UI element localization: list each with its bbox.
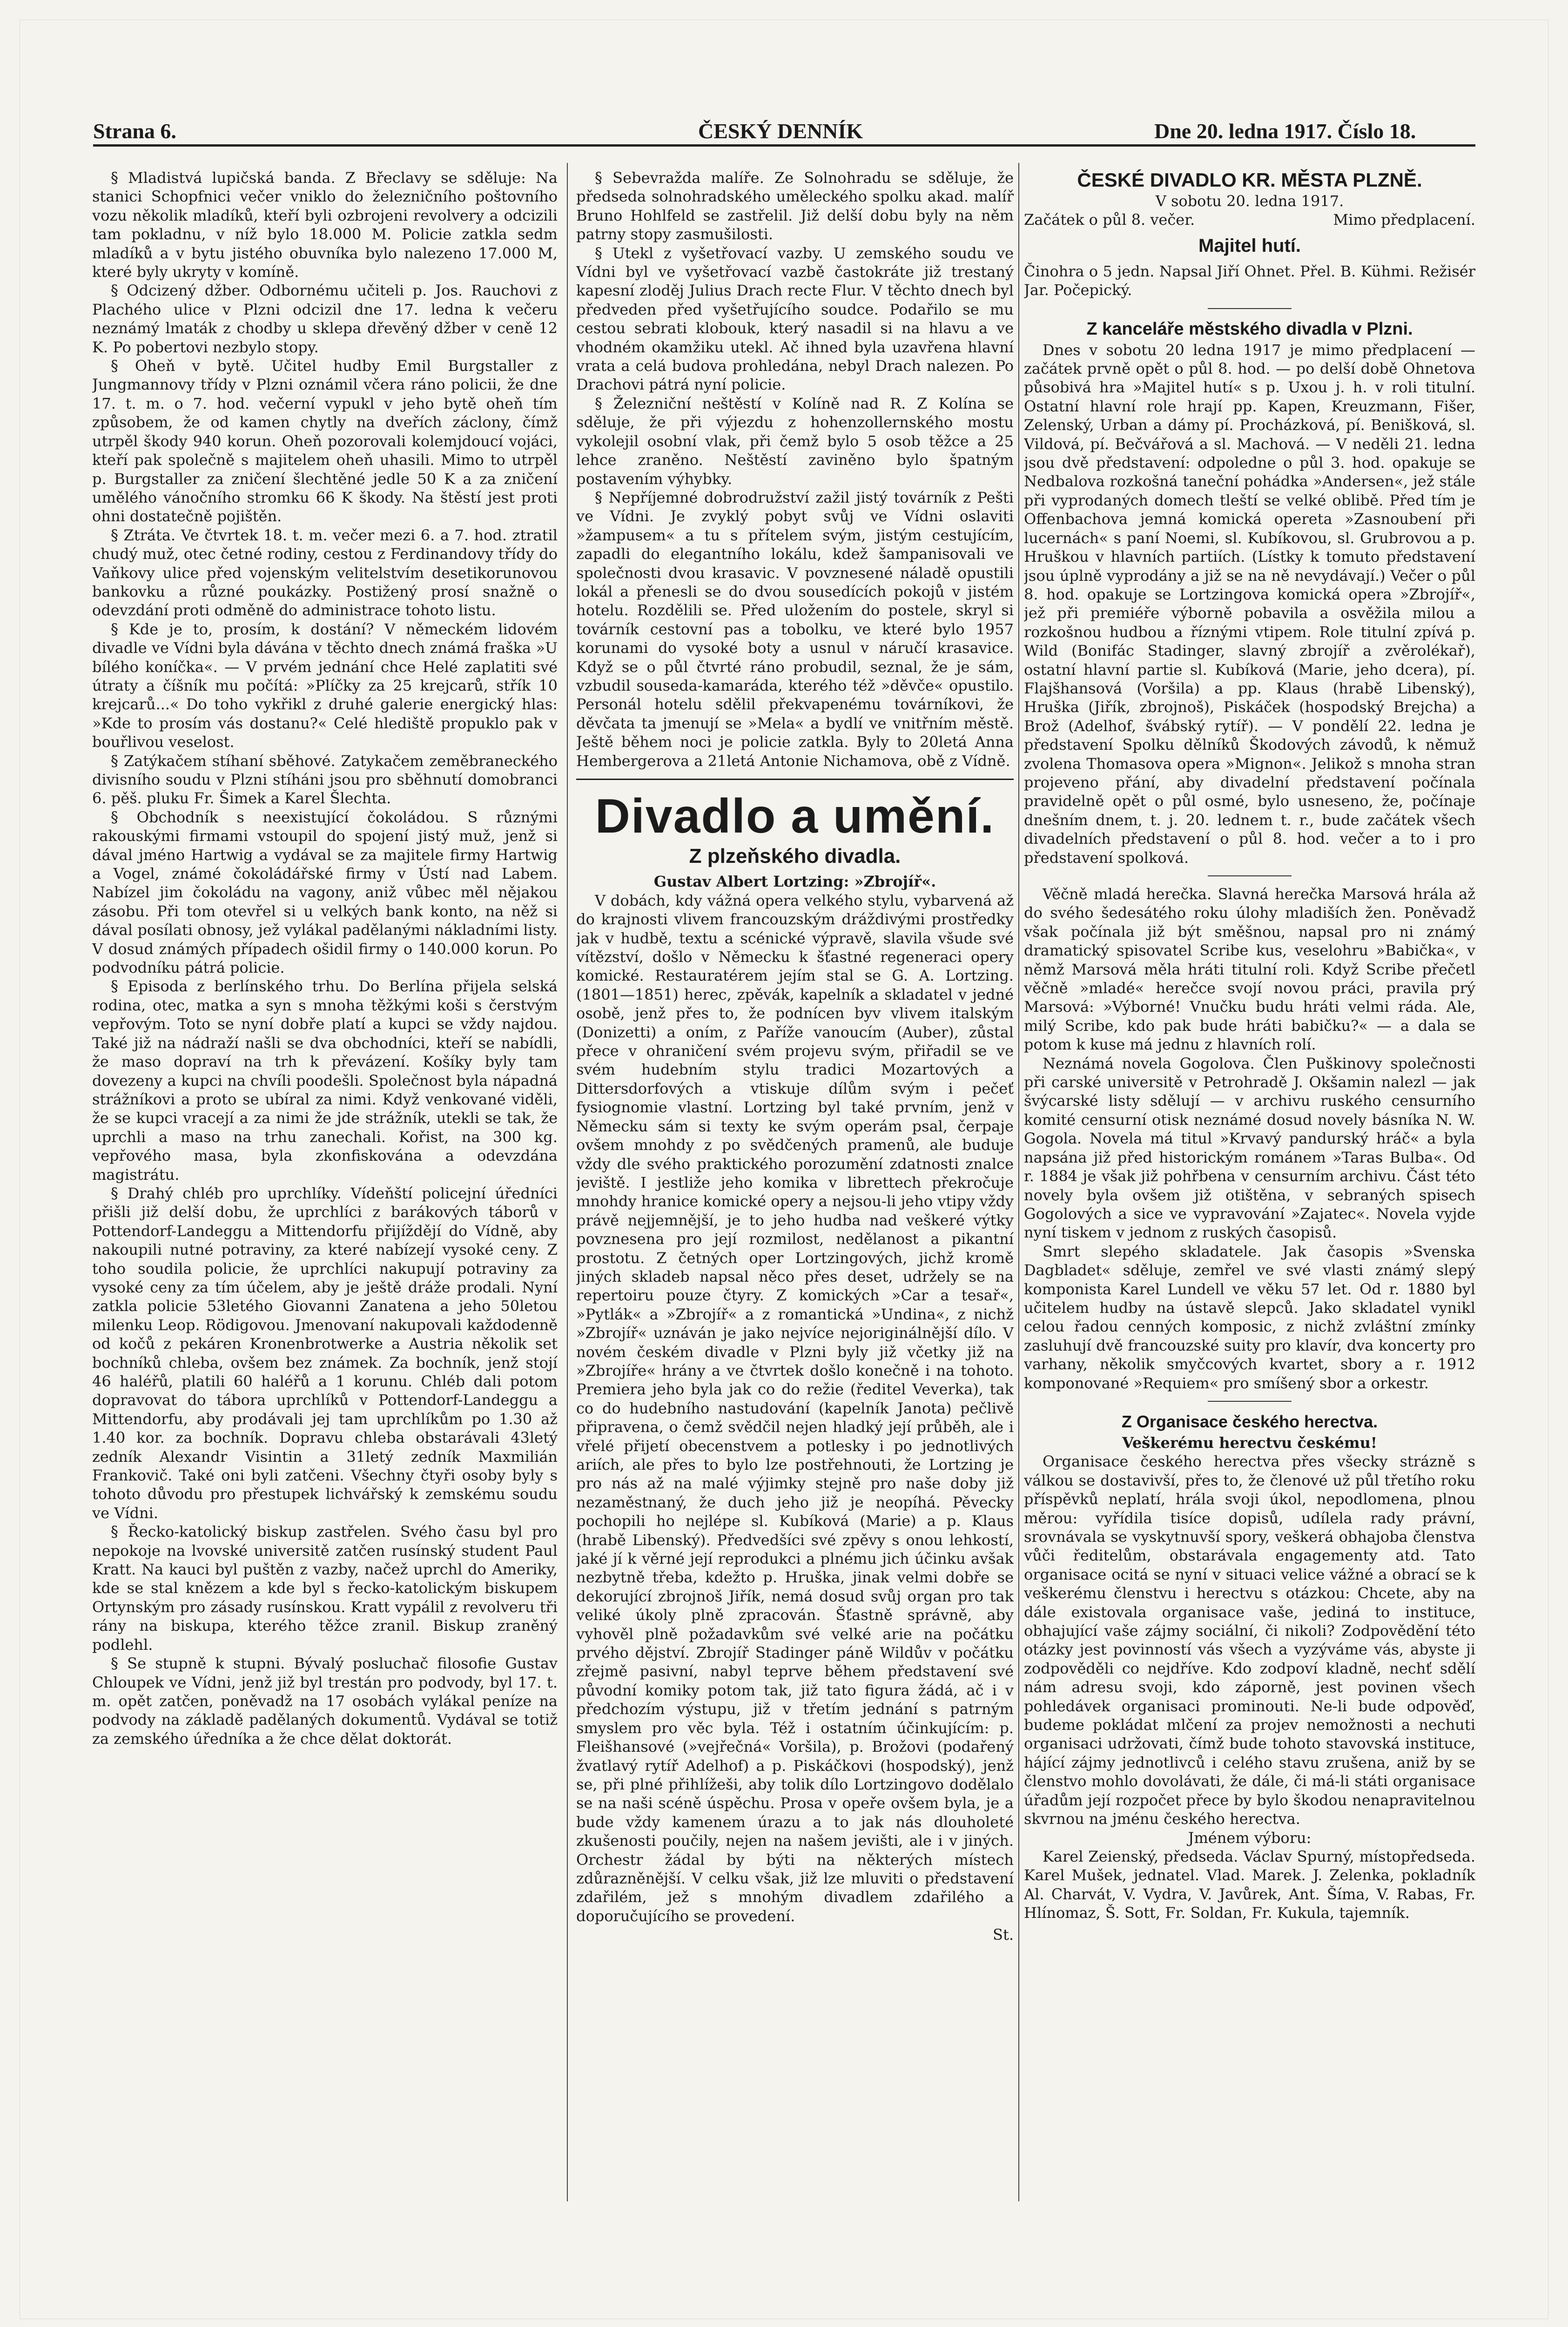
org-title: Z Organisace českého herectva. (1121, 1412, 1378, 1431)
theatre-title: ČESKÉ DIVADLO KR. MĚSTA PLZNĚ. (1077, 169, 1422, 191)
chancellery-text: Dnes v sobotu 20 ledna 1917 je mimo předplacení — začátek prvně opět o půl 8. hod. — po delší době Ohnetova působivá hra »Majitel hutí« s p. Uxou j. h. v roli titulní. Ostatní hlavní role hrají pp. Kapen, Kreuzmann, Fišer, Zelenský, Urban a dámy pí. Procházková, pí. Benišková, sl. Vildová, pí. Bečvářová a sl. Machová. — V neděli 21. ledna jsou dvě představení: odpoledne o půl 3. hod. opakuje se Nedbalova rozkošná taneční pohádka »Andersen«, jež stále při vyprodaných domech tleští se velké oblibě. Před tím je Offenbachova jemná komická opereta »Zasnoubení při lucernách« s paní Noemi, sl. Kubíkovou, sl. Grubrovou a p. Hruškou v hlavních partiích. (Lístky k tomuto představení jsou úplně vyprodány a již se na ně nevydávají.) Večer o půl 8. hod. opakuje se Lortzingova komická opera »Zbrojíř«, jež při premiéře výborně pobavila a osvěžila milou a rozkošnou hudbou a říznými vtipem. Role titulní zpívá p. Wild (Bonifác Stadinger, slavný zbrojíř a zvěrolékař), ostatní hlavní partie sl. Kubíková (Marie, jeho dcera), pí. Flajšhansová (Voršila) a pp. Klaus (hrabě Libenský), Hruška (Jiřík, zbrojnoš), Piskáček (hospodský Brejcha) a Brož (Adelhof, švábský rytíř). — V pondělí 22. ledna je představení Spolku dělníků Škodových závodů, k němuž zvolena Thomasova opera »Mignon«. Jelikož s mnoha stran projeveno přání, aby divadelní představení počínala pravidelně opět o půl osmé, bylo usneseno, že, počínaje dnešním dnem, t. j. 20. lednem t. r., bude začátek všech divadelních představení o půl 8. hod. večer a to i pro představení spolková. (1024, 341, 1475, 867)
theatre-date: V sobotu 20. ledna 1917. (1155, 192, 1344, 210)
news-item: § Obchodník s neexistující čokoládou. S různými rakouskými firmami vstoupil do spojení jistý muž, jenž si dával jméno Hartwig a vydával se za majitele firmy Hartwig a Vogel, známé čokoládářské firmy v Ústí nad Labem. Nabízel jim čokoládu na vagony, aniž vůbec měl nějakou zásobu. Při tom otevřel si u velkých bank konto, na něž si dával posílati obnosy, jež vylákal padělanými nákladními listy. V dosud známých případech ošidil firmy o 140.000 korun. Po podvodníku pátrá policie. (92, 808, 558, 977)
divider (1208, 308, 1292, 309)
header-page-number: Strana 6. (93, 119, 176, 143)
news-item: § Řecko-katolický biskup zastřelen. Svého času byl pro nepokoje na lvovské universitě zatčen rusínský student Paul Kratt. Na kauci byl puštěn z vazby, načež uprchl do Ameriky, kde se stal knězem a kde byl s řecko-katolickým biskupem Ortynským pro zásady rusínskou. Kratt vypálil z revolveru tři rány na biskupa, kterého těžce zranil. Biskup zraněný podlehl. (92, 1523, 558, 1654)
org-subtitle: Veškerému herectvu českému! (1122, 1433, 1377, 1452)
column-2 (576, 168, 1014, 2198)
play-description: Činohra o 5 jedn. Napsal Jiří Ohnet. Přel. B. Kühmi. Režisér Jar. Počepický. (1024, 262, 1475, 299)
theatre-subscription: Mimo předplacení. (1333, 211, 1475, 229)
culture-note: Neznámá novela Gogolova. Člen Puškinovy společnosti při carské universitě v Petrohradě J. Okšamin nalezl — jak švýcarské listy sdělují — v archivu ruského censurního komité censurní otisk neznámé dosud novely básníka N. W. Gogola. Novela má titul »Krvavý pandurský hráč« a byla napsána již před historickým románem »Taras Bulba«. Od r. 1884 je však již pohřbena v censurním archivu. Část této novely byla ovšem již otištěna, v sebraných spisech Gogolových a sice ve vypravování »Zajatec«. Novela vyjde nyní tiskem v jednom z ruských časopisů. (1024, 1054, 1475, 1242)
org-names: Karel Zeienský, předseda. Václav Spurný, místopředseda. Karel Mušek, jednatel. Vlad. Marek. J. Zelenka, pokladník Al. Charvát, V. Vydra, V. Javůrek, Ant. Šíma, V. Rabas, Fr. Hlínomaz, Š. Sott, Fr. Soldan, Fr. Kukula, tajemník. (1024, 1847, 1475, 1922)
news-item: § Se stupně k stupni. Bývalý posluchač filosofie Gustav Chloupek ve Vídni, jenž již byl trestán pro podvody, byl 17. t. m. opět zatčen, poněvadž na 17 osobách vylákal peníze na podvody na základě padělaných dokumentů. Vydával se totiž za zemského úředníka a že chce dělat doktorát. (92, 1654, 558, 1748)
section-title: Divadlo a umění. (595, 789, 995, 843)
culture-note: Smrt slepého skladatele. Jak časopis »Svenska Dagbladet« sděluje, zemřel ve své vlasti známý slepý komponista Karel Lundell ve věku 57 let. Od r. 1880 byl učitelem hudby na ústavě slepců. Jako skladatel vynikl celou řadou cenných komposic, z nichž zvláštní zmínky zasluhují dvě francouzské suity pro klavír, dva koncerty pro varhany, několik smyčcových kvartet, sbory a r. 1912 komponované »Requiem« pro smíšený sbor a orkestr. (1024, 1242, 1475, 1392)
column-1 (92, 168, 558, 2146)
column-divider-1 (567, 163, 568, 2201)
news-item: § Sebevražda malíře. Ze Solnohradu se sděluje, že předseda solnohradského uměleckého spolku akad. malíř Bruno Hohlfeld se zastřelil. Již delší dobu byly na něm patrny stopy zasmušilosti. (576, 169, 1014, 243)
news-item: § Episoda z berlínského trhu. Do Berlína přijela selská rodina, otec, matka a syn s mnoha těžkými koši s čerstvým vepřovým. Toto se nyní dobře platí a kupci se vždy najdou. Také již na nádraží našli se dva obchodníci, kteří se nabídli, že maso dopraví na trh k převázení. Košíky byly tam dovezeny a kupci na chvíli poodešli. Společnost byla nápadná strážníkovi a proto se ubíral za nimi. Když venkované viděli, že se kupci vracejí a za nimi že jde strážník, utekli se tak, že uprchli a maso na trhu zanechali. Kořist, na 300 kg. vepřového masa, byla zkonfiskována a odevzdána magistrátu. (92, 977, 558, 1184)
org-text: Organisace českého herectva přes všecky strázně s válkou se dostavivší, přes to, že členové už půl třetího roku příspěvků neplatí, hrála svoji úkol, nepodlomena, plnou měrou: vyřídila tisíce dopisů, udílela rady právní, srovnávala se vyskytnuvší spory, veškerá obhajoba členstva vůči ředitelům, obstarávala engagementy atd. Tato organisace ocitá se nyní v situaci velice vážné a obrací se k veškerému členstvu i herectvu s otázkou: Chcete, aby na dále existovala organisace vaše, jediná to instituce, obhajující vaše zájmy sociální, či nikoli? Zodpovědění této otázky jest povinností vás všech a vyzýváme vás, abyste ji zodpověděli co nejdříve. Kdo zodpoví kladně, nechť sdělí nám adresu svoji, kdo záporně, jest povinen všech pohledávek organisaci prominouti. Ne-li bude odpověď, budeme pokládat mlčení za projev nemožnosti a nechuti organisaci udržovati, čímž bude tohoto stavovská instituce, hájící zájmy jednotlivců i celého stavu zrušena, aniž by se členstvo mohlo dovolávati, že dále, či má-li státi organisace úřadům její rozpočet přece by bylo škodou nenapravitelnou skvrnou na jménu českého herectva. (1024, 1453, 1475, 1828)
header-date-issue: Dne 20. ledna 1917. Číslo 18. (1154, 119, 1416, 143)
section-rule (576, 779, 1014, 780)
header-rule (93, 144, 1475, 147)
theatre-start-time: Začátek o půl 8. večer. (1024, 211, 1195, 229)
article-title: Gustav Albert Lortzing: »Zbrojíř«. (653, 873, 936, 891)
play-title: Majitel hutí. (1198, 235, 1301, 256)
divider (1208, 875, 1292, 876)
news-item: § Oheň v bytě. Učitel hudby Emil Burgstaller z Jungmannovy třídy v Plzni oznámil včera ráno policii, že dne 17. t. m. o 7. hod. večerní vypukl v jeho bytě oheň tím způsobem, že od kamen chytly na dveřích záclony, čímž utrpěl škody 940 korun. Oheň pozorovali kolemjdoucí vojáci, kteří pak společně s majitelem oheň uhasili. Mimo to utrpěl p. Burgstaller za zničení šlechtěné jedle 50 K a za zničení umělého vánočního stromku 66 K škody. Na štěstí jest proti ohni dostatečně pojištěn. (92, 357, 558, 525)
chancellery-title: Z kanceláře městského divadla v Plzni. (1086, 319, 1413, 339)
article-signature: St. (993, 1926, 1014, 1944)
org-committee: Jménem výboru: (1188, 1829, 1312, 1847)
news-item: § Odcizený džber. Odbornému učiteli p. Jos. Rauchovi z Plachého ulice v Plzni odcizil dne 17. ledna k večeru neznámý lmaták z chodby u sklepa dřevěný džber v ceně 12 K. Po pobertovi nezbylo stopy. (92, 282, 558, 356)
section-subtitle: Z plzeňského divadla. (689, 845, 901, 868)
theatre-start-line (1024, 210, 1475, 229)
news-item: § Kde je to, prosím, k dostání? V německém lidovém divadle ve Vídni byla dávána v těchto dnech známá fraška »U bílého koníčka«. — V prvém jednání chce Helé zaplatiti své útraty a číšník mu počítá: »Plíčky za 25 krejcarů, střík 10 krejcarů...« Do toho vykřikl z druhé galerie energický hlas: »Kde to prosím vás dostanu?« Celé hlediště propuklo pak v bouřlivou veselost. (92, 620, 558, 751)
column-divider-2 (1018, 163, 1019, 2201)
news-item: § Utekl z vyšetřovací vazby. U zemského soudu ve Vídni byl ve vyšetřovací vazbě častokráte již trestaný kapesní zloděj Julius Drach recte Flur. V těchto dnech byl předveden před vyšetřujícího soudce. Podařilo se mu cestou sebrati klobouk, který nasadil si na hlavu a ve vhodném okamžiku utekl. Ač ihned byla uzavřena hlavní vrata a celá budova prohledána, nebyl Drach nalezen. Po Drachovi pátrá nyní policie. (576, 244, 1014, 394)
news-item: § Nepříjemné dobrodružství zažil jistý továrník z Pešti ve Vídni. Je zvyklý pobyt svůj ve Vídni oslaviti »žampusem« a tu s přítelem svým, jistým cestujícím, zapadli do elegantního lokálu, kdež šampanisovali ve společnosti dvou krasavic. V povznesené náladě opustili lokál a přenesli se do dvou sousedících pokojů v jistém hotelu. Rozdělili se. Před uložením do postele, skryl si továrník cestovní pas a tobolku, ve které bylo 1957 korunami do vysoké boty a usnul v náručí krasavice. Když se o půl čtvrté ráno probudil, seznal, že je sám, vzbudil souseda-kamaráda, kterého též »děvče« opustilo. Personál hotelu sdělil překvapenému továrníkovi, že děvčata ta jmenují se »Mela« a bydlí ve vnitřním městě. Ještě během noci je policie zatkla. Byly to 20letá Anna Hembergerova a 21letá Antonie Nichamova, obě z Vídně. (576, 488, 1014, 770)
page-header (93, 119, 1475, 147)
header-masthead: ČESKÝ DENNÍK (698, 119, 863, 143)
news-item: § Mladistvá lupičská banda. Z Břeclavy se sděluje: Na stanici Schopfnici večer vniklo do železničního poštovního vozu několik mladíků, kteří byli ozbrojeni revolvery a odcizili tam pokladnu, v níž bylo 18.000 M. Policie zatkla sedm mladíků a v bytu jistého obuvníka bylo nalezeno 17.000 M, které byly ukryty v komíně. (92, 169, 558, 281)
news-item: § Drahý chléb pro uprchlíky. Vídeňští policejní úředníci přišli již delší dobu, že uprchlíci z barákových táborů v Pottendorf-Landeggu a Mittendorfu přijíždějí do Vídně, aby nakoupili nutné potraviny, za které nabízejí vysoké ceny. Z toho soudila policie, že uprchlíci nakupují potraviny za vysoké ceny za tím účelem, aby je ještě dráže prodali. Nyní zatkla policie 53letého Giovanni Zanatena a jeho 50letou milenku Leop. Rödigovou. Jmenovaní nakupovali každodenně od kočů z pekáren Kronenbrotwerke a Austria několik set bochníků chleba, ovšem bez známek. Za bochník, jenž stojí 46 haléřů, platili 60 haléřů a 1 korunu. Chléb dali potom dopravovat do tábora uprchlíků v Pottendorf-Landeggu a Mittendorfu, aby prodávali jej tam uprchlíkům po 1.30 až 1.40 kor. za bochník. Dopravu chleba obstarávali 43letý zedník Alexandr Visintin a 31letý zedník Maxmilián Frankovič. Také oni byli zatčeni. Všechny čtyři osoby byly s tohoto důvodu pro přestupek lichvářský k zemskému soudu ve Vídni. (92, 1184, 558, 1522)
divider (1208, 1401, 1292, 1402)
news-item: § Železniční neštěstí v Kolíně nad R. Z Kolína se sděluje, že při výjezdu z hohenzollernského mostu vykolejil osobní vlak, při čemž bylo 5 osob těžce a 25 lehce zraněno. Neštěstí zaviněno bylo špatným postavením výhybky. (576, 394, 1014, 488)
news-item: § Ztráta. Ve čtvrtek 18. t. m. večer mezi 6. a 7. hod. ztratil chudý muž, otec četné rodiny, cestou z Ferdinandovy třídy do Vaňkovy ulice před vojenským velitelstvím desetikorunovou bankovku a různé poukázky. Postižený prosí snažně o odevzdání proti odměně do administrace tohoto listu. (92, 526, 558, 619)
column-3 (1024, 168, 1475, 2179)
culture-note: Věčně mladá herečka. Slavná herečka Marsová hrála až do svého šedesátého roku úlohy mladiších žen. Poněvadž však počínala již být směšnou, napsal pro ni známý dramatický spisovatel Scribe kus, veselohru »Babička«, v němž Marsová měla hráti titulní roli. Když Scribe přečetl věčně »mladé« herečce svojí novou práci, pravila prý Marsová: »Výborné! Vnučku budu hráti velmi ráda. Ale, milý Scribe, kdo pak bude hráti babičku?« — a dala se potom k kuse má jednu z hlavních rolí. (1024, 885, 1475, 1054)
article-paragraph: V dobách, kdy vážná opera velkého stylu, vybarvená až do krajnosti vlivem francouzským dráždivými prostředky jak v hudbě, textu a scénické výpravě, slavila všude své vítězství, došlo v Německu k šťastné regeneraci opery komické. Restauratérem jejím stal se G. A. Lortzing. (1801—1851) herec, zpěvák, kapelník a skladatel v jedné osobě, jenž přes to, že podnícen byv vlivem italským (Donizetti) a oním, z Paříže vanoucím (Auber), zůstal přece v ohraničení svém projevu svým, přiřadil se ve svém hudebním stylu tradici Mozartových a Dittersdorfových a vtiskuje dílům svým i pečeť fysiognomie vlastní. Lortzing byl také prvním, jenž v Německu sám si texty ke svým operám psal, čerpaje ovšem mnohdy z po svědčených pramenů, ale buduje vždy dle svého praktického porozumění zdatnosti znalce jeviště. I jestliže jeho komika v librettech překročuje mnohdy hranice komické opery a nejsou-li jeho vtipy vždy právě nejjemnější, je to jeho hudba nad veškeré výtky povznesena pro její rozmilost, nedělanost a pikantní prostotu. Z četných oper Lortzingových, jichž kromě jiných skladeb napsal něco přes deset, udržely se na repertoiru pouze čtyry. Z komických »Car a tesař«, »Pytlák« a »Zbrojíř« a z romantická »Undina«, z nichž »Zbrojíř« uznáván je jako nejvíce nejoriginálnější dílo. V novém českém divadle v Plzni byly již včetky již na »Zbrojíře« hrány a ve čtvrtek došlo konečně i na tohoto. Premiera jeho byla jak co do režie (ředitel Veverka), tak co do hudebního nastudování (kapelník Janota) pečlivě připravena, o čemž svědčil nejen hladký její průběh, ale i vřelé přijetí obecenstvem a potlesky i po jednotlivých ariích, ale přes to bylo lze postřehnouti, že Lortzing je pro nás až na malé výjimky stejně pro naše doby již nezaměstnaný, že duch jeho již je neopíhá. Pěvecky pochopili ho nejlépe sl. Kubíková (Marie) a p. Klaus (hrabě Libenský). Předvedšíci své zpěvy s onou lehkostí, jaké jí k věrné její reprodukci a plnému jich účinku avšak nezbytně třeba, kdežto p. Hruška, jinak velmi dobře se dekorující zbrojnoš Jiřík, nemá dosud svůj organ pro tak veliké úkoly plně zpracován. Šťastně správně, aby vyhověl plně požadavkům své velké arie na počátku prvého dějství. Zbrojíř Stadinger páně Wildův v počátku zřejmě pasivní, nabyl teprve během představení své původní komiky potom tak, již tato figura žádá, ač i v předchozím výstupu, již v třetím jednání s patrným smyslem pro věc byla. Též i ostatním účinkujícím: p. Fleišhansové (»vejřečná« Voršila), p. Brožovi (podařený žvatlavý rytíř Adelhof) a p. Piskáčkovi (hospodský), jenž se, při plné přihlížeši, aby tolik dílo Lortzingovo dodělalo se na naši scéně úspěchu. Prosa v opeře ovšem byla, je a bude vždy kamenem úrazu a to jak nás dlouholeté zkušenosti poučily, nejen na našem jevišti, ale i v jiných. Orchestr žádal by býti na některých místech zdůrazněnější. V celku však, již lze mluviti o představení zdařilém, jež s mnohým divadlem zdařilého a doporučujícího se provedení. (576, 891, 1014, 1925)
news-item: § Zatýkačem stíhaní sběhové. Zatykačem zeměbraneckého divisního soudu v Plzni stíháni jsou pro sběhnutí domobranci 6. pěš. pluku Fr. Šimek a Karel Šlechta. (92, 752, 558, 807)
